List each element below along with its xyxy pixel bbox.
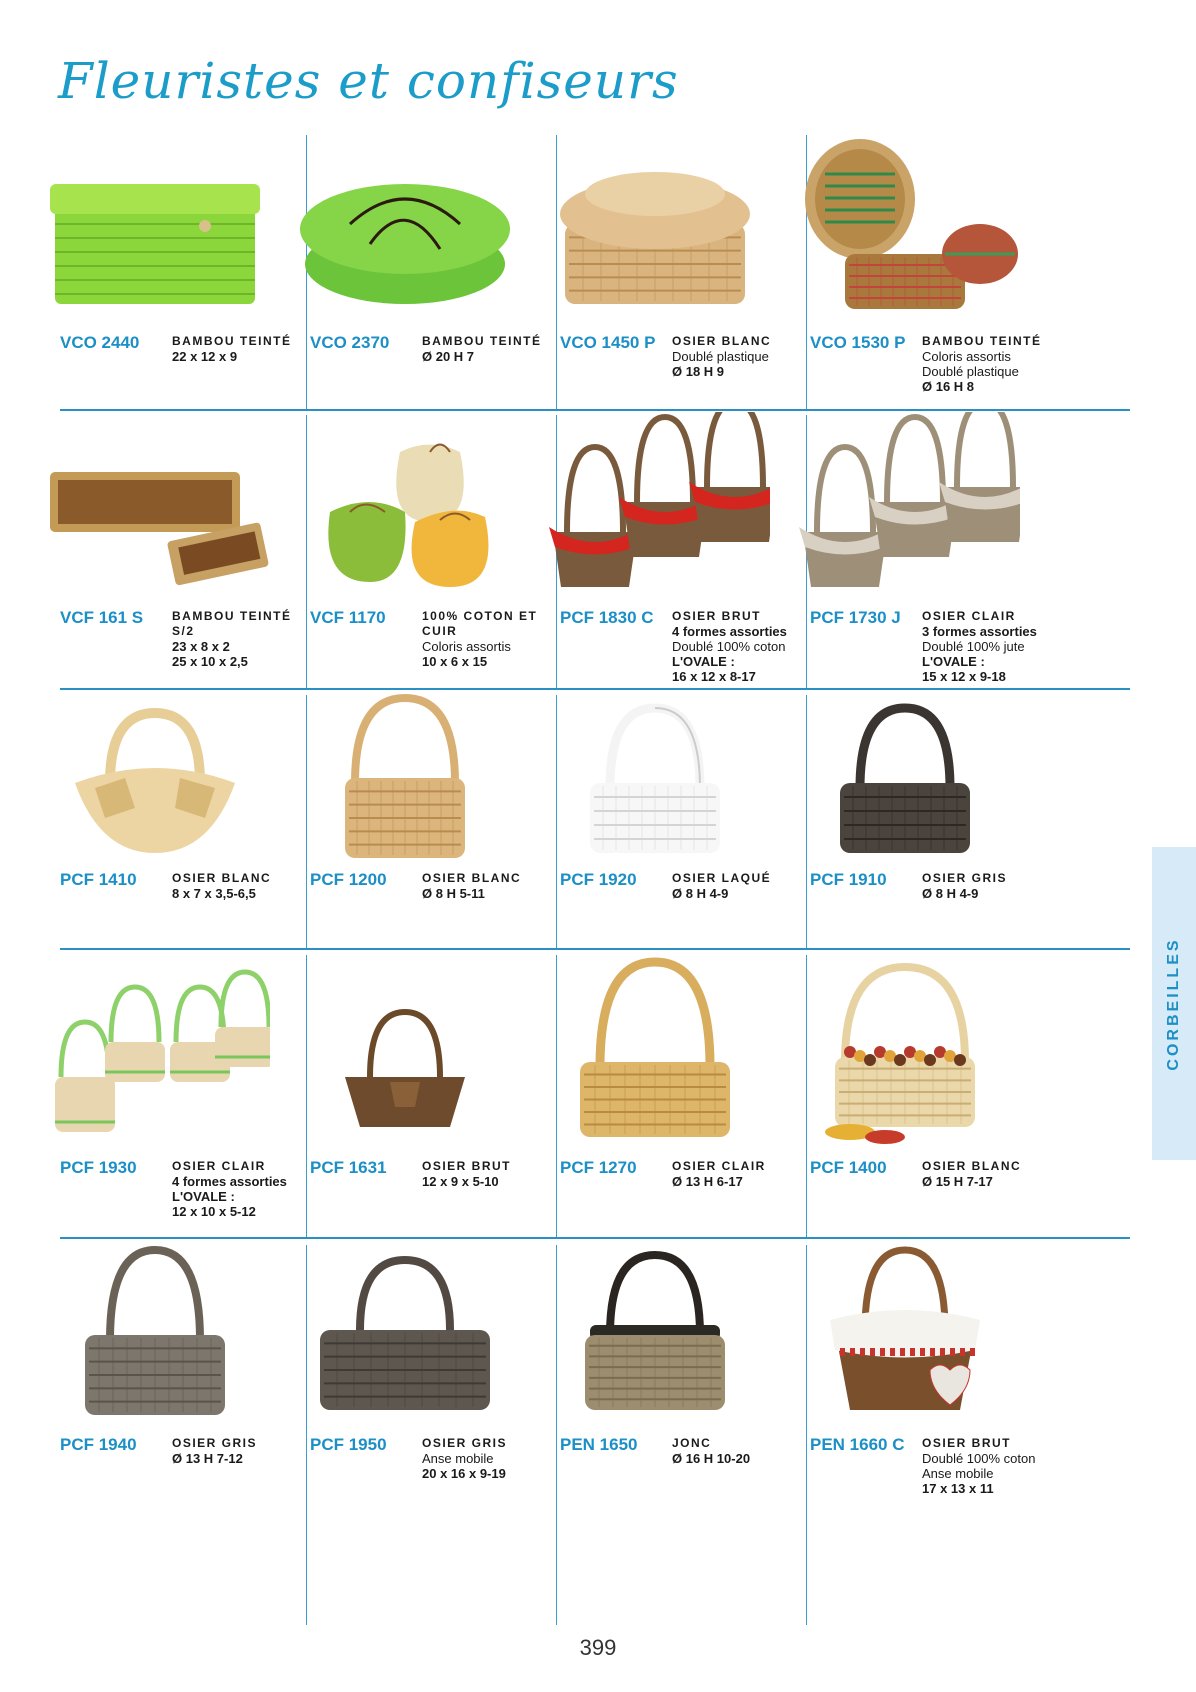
spec-line: 8 x 7 x 3,5-6,5 [172, 886, 256, 901]
product-card[interactable] [260, 410, 550, 698]
spec-line: Ø 8 H 4-9 [922, 886, 979, 901]
product-card[interactable] [260, 690, 550, 960]
bamboo-trays-icon [10, 410, 300, 603]
material-label: JONC [672, 1436, 712, 1450]
spec-line: 23 x 8 x 2 [172, 639, 230, 654]
product-card[interactable] [510, 950, 800, 1248]
white-handle-basket-icon [510, 690, 800, 865]
product-code: PEN 1660 C [810, 1435, 905, 1454]
spec-line: 22 x 12 x 9 [172, 349, 238, 364]
material-label: OSIER CLAIR [922, 609, 1016, 623]
product-code: PCF 1940 [60, 1435, 137, 1454]
product-card[interactable] [760, 950, 1050, 1248]
small-flower-basket-icon [10, 690, 300, 865]
page-title: Fleuristes et confiseurs [58, 52, 679, 110]
spec-line: 25 x 10 x 2,5 [172, 654, 248, 669]
spec-line: L'OVALE : [922, 654, 985, 669]
product-code: VCO 1450 P [560, 333, 656, 352]
product-card[interactable] [260, 130, 550, 423]
spec-line: 20 x 16 x 9-19 [422, 1466, 506, 1481]
spec-line: Coloris assortis [422, 639, 511, 654]
spec-line: L'OVALE : [672, 654, 735, 669]
product-code: PCF 1830 C [560, 608, 654, 627]
spec-line: Doublé 100% coton [672, 639, 786, 654]
spec-line: Ø 15 H 7-17 [922, 1174, 993, 1189]
product-code: PCF 1200 [310, 870, 387, 889]
product-code: VCO 2370 [310, 333, 390, 352]
material-label: OSIER GRIS [422, 1436, 508, 1450]
product-card[interactable] [510, 410, 800, 698]
product-code: PEN 1650 [560, 1435, 638, 1454]
product-description [922, 871, 1057, 901]
product-code: VCO 1530 P [810, 333, 906, 352]
product-code: PCF 1920 [560, 870, 637, 889]
material-label: BAMBOU TEINTÉ [422, 334, 542, 348]
product-description [922, 334, 1057, 394]
spec-line: Ø 13 H 7-12 [172, 1451, 243, 1466]
material-label: OSIER BLANC [422, 871, 522, 885]
spec-line: Ø 8 H 4-9 [672, 886, 729, 901]
product-card[interactable] [510, 690, 800, 960]
round-handle-basket-icon [260, 690, 550, 865]
product-code: PCF 1270 [560, 1158, 637, 1177]
product-code: PCF 1730 J [810, 608, 901, 627]
spec-line: Anse mobile [922, 1466, 994, 1481]
spec-line: Ø 18 H 9 [672, 364, 725, 379]
product-card[interactable] [260, 1240, 550, 1525]
product-card[interactable] [10, 130, 300, 423]
gingham-lined-basket-icon [760, 1240, 1050, 1430]
cotton-pouches-icon [260, 410, 550, 603]
spec-line: Doublé plastique [672, 349, 769, 364]
material-label: OSIER BLANC [172, 871, 272, 885]
round-wicker-lidded-basket-icon [510, 130, 800, 328]
spec-line: Ø 20 H 7 [422, 349, 475, 364]
page-number: 399 [579, 1635, 617, 1660]
product-card[interactable] [510, 1240, 800, 1525]
product-code: VCF 1170 [310, 608, 386, 627]
green-bamboo-box-icon [10, 130, 300, 328]
product-code: PCF 1410 [60, 870, 137, 889]
material-label: OSIER BLANC [922, 1159, 1022, 1173]
section-side-tab-label: CORBEILLES [1165, 936, 1182, 1071]
material-label: OSIER CLAIR [172, 1159, 266, 1173]
product-description [922, 609, 1057, 684]
product-card[interactable] [10, 690, 300, 960]
spec-line: 12 x 9 x 5-10 [422, 1174, 499, 1189]
product-card[interactable] [760, 1240, 1050, 1525]
product-code: PCF 1400 [810, 1158, 887, 1177]
material-label: BAMBOU TEINTÉ [922, 334, 1042, 348]
round-green-lidded-basket-icon [260, 130, 550, 328]
product-card[interactable] [510, 130, 800, 423]
spec-line: 4 formes assorties [672, 624, 787, 639]
product-card[interactable] [10, 410, 300, 698]
material-label: OSIER GRIS [172, 1436, 258, 1450]
material-label: OSIER BRUT [672, 609, 762, 623]
product-code: PCF 1910 [810, 870, 887, 889]
product-description [922, 1436, 1057, 1496]
spec-line: Coloris assortis [922, 349, 1011, 364]
tall-handle-basket-icon [510, 950, 800, 1153]
section-side-tab[interactable] [1152, 847, 1196, 1160]
brown-oval-basket-icon [260, 950, 550, 1153]
product-code: VCF 161 S [60, 608, 144, 627]
spec-line: 4 formes assorties [172, 1174, 287, 1189]
material-label: OSIER GRIS [922, 871, 1008, 885]
spec-line: 10 x 6 x 15 [422, 654, 488, 669]
product-card[interactable] [10, 950, 300, 1248]
product-card[interactable] [260, 950, 550, 1248]
spec-line: Anse mobile [422, 1451, 494, 1466]
rush-basket-icon [510, 1240, 800, 1430]
product-code: PCF 1631 [310, 1158, 387, 1177]
candy-basket-icon [760, 950, 1050, 1153]
red-lined-baskets-icon [510, 410, 800, 603]
spec-line: Ø 13 H 6-17 [672, 1174, 743, 1189]
grey-oval-basket-icon [260, 1240, 550, 1430]
material-label: BAMBOU TEINTÉ [172, 334, 292, 348]
product-card[interactable] [760, 690, 1050, 960]
spec-line: 16 x 12 x 8-17 [672, 669, 756, 684]
product-description [922, 1159, 1057, 1189]
material-label: OSIER BRUT [922, 1436, 1012, 1450]
product-code: VCO 2440 [60, 333, 140, 352]
jute-lined-baskets-icon [760, 410, 1050, 603]
material-label: OSIER CLAIR [672, 1159, 766, 1173]
spec-line: Ø 16 H 8 [922, 379, 975, 394]
spec-line: Doublé 100% jute [922, 639, 1025, 654]
product-code: PCF 1950 [310, 1435, 387, 1454]
material-label: 100% COTON ET CUIR [422, 609, 538, 638]
grey-handle-basket-icon [10, 1240, 300, 1430]
product-card[interactable] [760, 410, 1050, 698]
green-handle-baskets-icon [10, 950, 300, 1153]
spec-line: Doublé plastique [922, 364, 1019, 379]
product-card[interactable] [760, 130, 1050, 423]
spec-line: 3 formes assorties [922, 624, 1037, 639]
spec-line: Doublé 100% coton [922, 1451, 1036, 1466]
spec-line: Ø 8 H 5-11 [422, 886, 485, 901]
product-code: PCF 1930 [60, 1158, 137, 1177]
material-label: OSIER BLANC [672, 334, 772, 348]
material-label: BAMBOU TEINTÉ S/2 [172, 609, 292, 638]
spec-line: 17 x 13 x 11 [922, 1481, 994, 1496]
material-label: OSIER BRUT [422, 1159, 512, 1173]
product-card[interactable] [10, 1240, 300, 1525]
spec-line: 12 x 10 x 5-12 [172, 1204, 256, 1219]
dark-handle-basket-icon [760, 690, 1050, 865]
striped-lidded-baskets-icon [760, 130, 1050, 328]
material-label: OSIER LAQUÉ [672, 871, 772, 885]
spec-line: L'OVALE : [172, 1189, 235, 1204]
spec-line: Ø 16 H 10-20 [672, 1451, 751, 1466]
spec-line: 15 x 12 x 9-18 [922, 669, 1006, 684]
